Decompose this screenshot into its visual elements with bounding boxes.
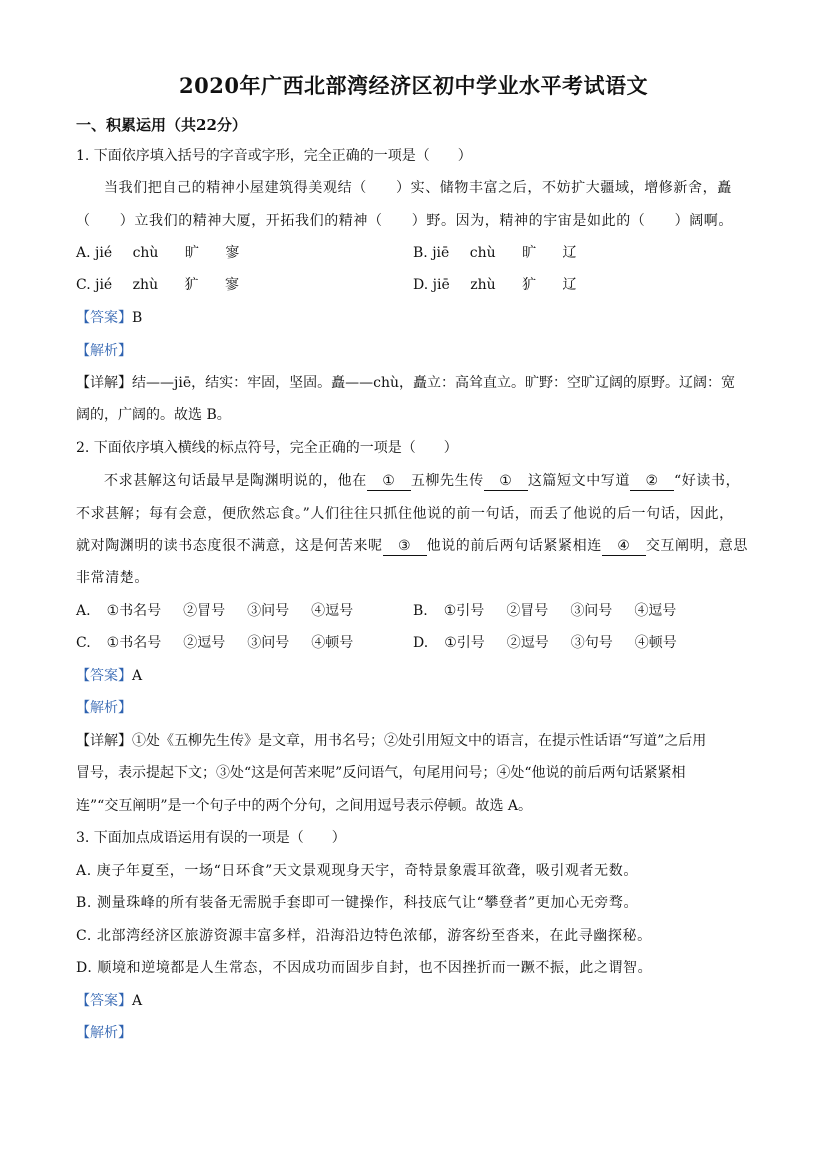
q2-passage-line1 bbox=[104, 470, 740, 492]
opt-item: ③问号 bbox=[247, 635, 290, 651]
q1-option-a bbox=[76, 242, 239, 264]
section-heading: 一、积累运用（共22分） bbox=[76, 116, 247, 134]
q2-passage-line3 bbox=[76, 535, 748, 557]
q2-detail-line1: 【详解】①处《五柳先生传》是文章，用书名号；②处引用短文中的语言，在提示性话语“写道”之后用 bbox=[76, 733, 707, 749]
opt-item: ④逗号 bbox=[634, 603, 677, 619]
q1-option-c bbox=[76, 274, 239, 296]
blank-1b: ① bbox=[484, 472, 528, 491]
opt-item: ②逗号 bbox=[183, 635, 226, 651]
q1-answer bbox=[76, 307, 142, 329]
q3-answer bbox=[76, 990, 142, 1012]
opt-item: ③句号 bbox=[570, 635, 613, 651]
opt-item: ①书名号 bbox=[106, 635, 162, 651]
q2-analysis-label: 【解析】 bbox=[76, 700, 132, 716]
q1-opt-c-4: 寥 bbox=[225, 277, 239, 293]
q1-analysis-label: 【解析】 bbox=[76, 343, 132, 359]
q1-option-b bbox=[413, 242, 577, 264]
q2-text-seg: 就对陶渊明的读书态度很不满意，这是何苦来呢 bbox=[76, 538, 383, 554]
q1-opt-d-2: zhù bbox=[470, 277, 496, 293]
q3-option-c: C. 北部湾经济区旅游资源丰富多样，沿海沿边特色浓郁，游客纷至沓来，在此寻幽探秘。 bbox=[76, 928, 652, 944]
opt-letter: C. bbox=[76, 635, 91, 651]
opt-item: ①引号 bbox=[444, 635, 485, 651]
q2-option-c bbox=[76, 632, 353, 654]
q2-text-seg: 这篇短文中写道 bbox=[527, 473, 631, 489]
opt-item: ①引号 bbox=[443, 603, 485, 619]
blank-4: ④ bbox=[602, 537, 646, 556]
q1-opt-d-4: 辽 bbox=[562, 277, 577, 293]
answer-value: B bbox=[132, 310, 143, 326]
q2-stem: 2. 下面依序填入横线的标点符号，完全正确的一项是（ ） bbox=[76, 440, 458, 456]
q2-text-seg: 五柳先生传 bbox=[410, 473, 484, 489]
q1-opt-b-4: 辽 bbox=[562, 245, 577, 261]
q1-opt-a-1: A. jié bbox=[76, 245, 113, 261]
q1-passage-line2: （ ）立我们的精神大厦，开拓我们的精神（ ）野。因为，精神的宇宙是如此的（ ）阔啊。 bbox=[76, 213, 733, 229]
q3-option-a: A. 庚子年夏至，一场“日环食”天文景观现身天宇，奇特景象震耳欲聋，吸引观者无数。 bbox=[76, 863, 638, 879]
q2-passage-line4: 非常清楚。 bbox=[76, 570, 149, 586]
q2-text-seg: “好读书， bbox=[674, 473, 741, 489]
q1-opt-c-2: zhù bbox=[132, 277, 159, 293]
answer-label: 【答案】 bbox=[76, 310, 132, 326]
opt-item: ②冒号 bbox=[183, 603, 226, 619]
page-title: 2020年广西北部湾经济区初中学业水平考试语文 bbox=[179, 73, 648, 98]
opt-item: ②逗号 bbox=[506, 635, 549, 651]
blank-2: ② bbox=[630, 472, 674, 491]
opt-letter: D. bbox=[413, 635, 429, 651]
q2-text-seg: 不求甚解这句话最早是陶渊明说的，他在 bbox=[104, 473, 367, 489]
opt-letter: B. bbox=[413, 603, 428, 619]
opt-item: ④逗号 bbox=[311, 603, 354, 619]
opt-item: ①书名号 bbox=[106, 603, 162, 619]
q1-option-d bbox=[413, 274, 577, 296]
q2-text-seg: 交互阐明，意思 bbox=[645, 538, 749, 554]
opt-item: ④顿号 bbox=[634, 635, 677, 651]
q1-opt-b-2: chù bbox=[469, 245, 496, 261]
q2-option-d bbox=[413, 632, 677, 654]
q1-passage-line1: 当我们把自己的精神小屋建筑得美观结（ ）实、储物丰富之后，不妨扩大疆域，增修新舍，矗 bbox=[104, 180, 732, 196]
q2-detail-line2: 冒号，表示提起下文；③处“这是何苦来呢”反问语气，句尾用问号；④处“他说的前后两句话紧紧相 bbox=[76, 765, 686, 781]
q1-opt-c-1: C. jié bbox=[76, 277, 113, 293]
q1-detail-line1: 【详解】结——jiē，结实：牢固，坚固。矗——chù，矗立：高耸直立。旷野：空旷辽阔的原野。辽阔：宽 bbox=[76, 375, 735, 391]
opt-letter: A. bbox=[76, 603, 91, 619]
q1-opt-d-3: 犷 bbox=[522, 277, 537, 293]
q1-opt-a-2: chù bbox=[132, 245, 159, 261]
opt-item: ④顿号 bbox=[311, 635, 354, 651]
q1-opt-a-3: 旷 bbox=[184, 245, 199, 261]
blank-3: ③ bbox=[383, 537, 427, 556]
answer-label: 【答案】 bbox=[76, 993, 132, 1009]
q1-stem: 1. 下面依序填入括号的字音或字形，完全正确的一项是（ ） bbox=[76, 148, 472, 164]
blank-1: ① bbox=[367, 472, 411, 491]
answer-label: 【答案】 bbox=[76, 668, 132, 684]
opt-item: ③问号 bbox=[247, 603, 290, 619]
q1-opt-a-4: 寥 bbox=[225, 245, 240, 261]
answer-value: A bbox=[132, 993, 143, 1009]
opt-item: ②冒号 bbox=[506, 603, 549, 619]
answer-value: A bbox=[132, 668, 143, 684]
q2-option-b bbox=[413, 600, 676, 622]
q3-option-b: B. 测量珠峰的所有装备无需脱手套即可一键操作，科技底气让“攀登者”更加心无旁骛。 bbox=[76, 895, 639, 911]
q3-analysis-label: 【解析】 bbox=[76, 1025, 132, 1041]
q1-opt-c-3: 犷 bbox=[184, 277, 199, 293]
q2-answer bbox=[76, 665, 142, 687]
q1-opt-b-1: B. jiē bbox=[413, 245, 450, 261]
q1-detail-line2: 阔的，广阔的。故选 B。 bbox=[76, 407, 231, 423]
q2-passage-line2: 不求甚解；每有会意，便欣然忘食。”人们往往只抓住他说的前一句话，而丢了他说的后一句话，因此， bbox=[76, 506, 734, 522]
q1-opt-b-3: 旷 bbox=[522, 245, 537, 261]
q3-option-d: D. 顺境和逆境都是人生常态，不因成功而固步自封，也不因挫折而一蹶不振，此之谓智。 bbox=[76, 960, 653, 976]
q1-opt-d-1: D. jiē bbox=[413, 277, 450, 293]
q2-text-seg: 他说的前后两句话紧紧相连 bbox=[426, 538, 602, 554]
opt-item: ③问号 bbox=[570, 603, 613, 619]
q2-option-a bbox=[76, 600, 353, 622]
q3-stem: 3. 下面加点成语运用有误的一项是（ ） bbox=[76, 830, 346, 846]
q2-detail-line3: 连”“交互阐明”是一个句子中的两个分句，之间用逗号表示停顿。故选 A。 bbox=[76, 798, 533, 814]
